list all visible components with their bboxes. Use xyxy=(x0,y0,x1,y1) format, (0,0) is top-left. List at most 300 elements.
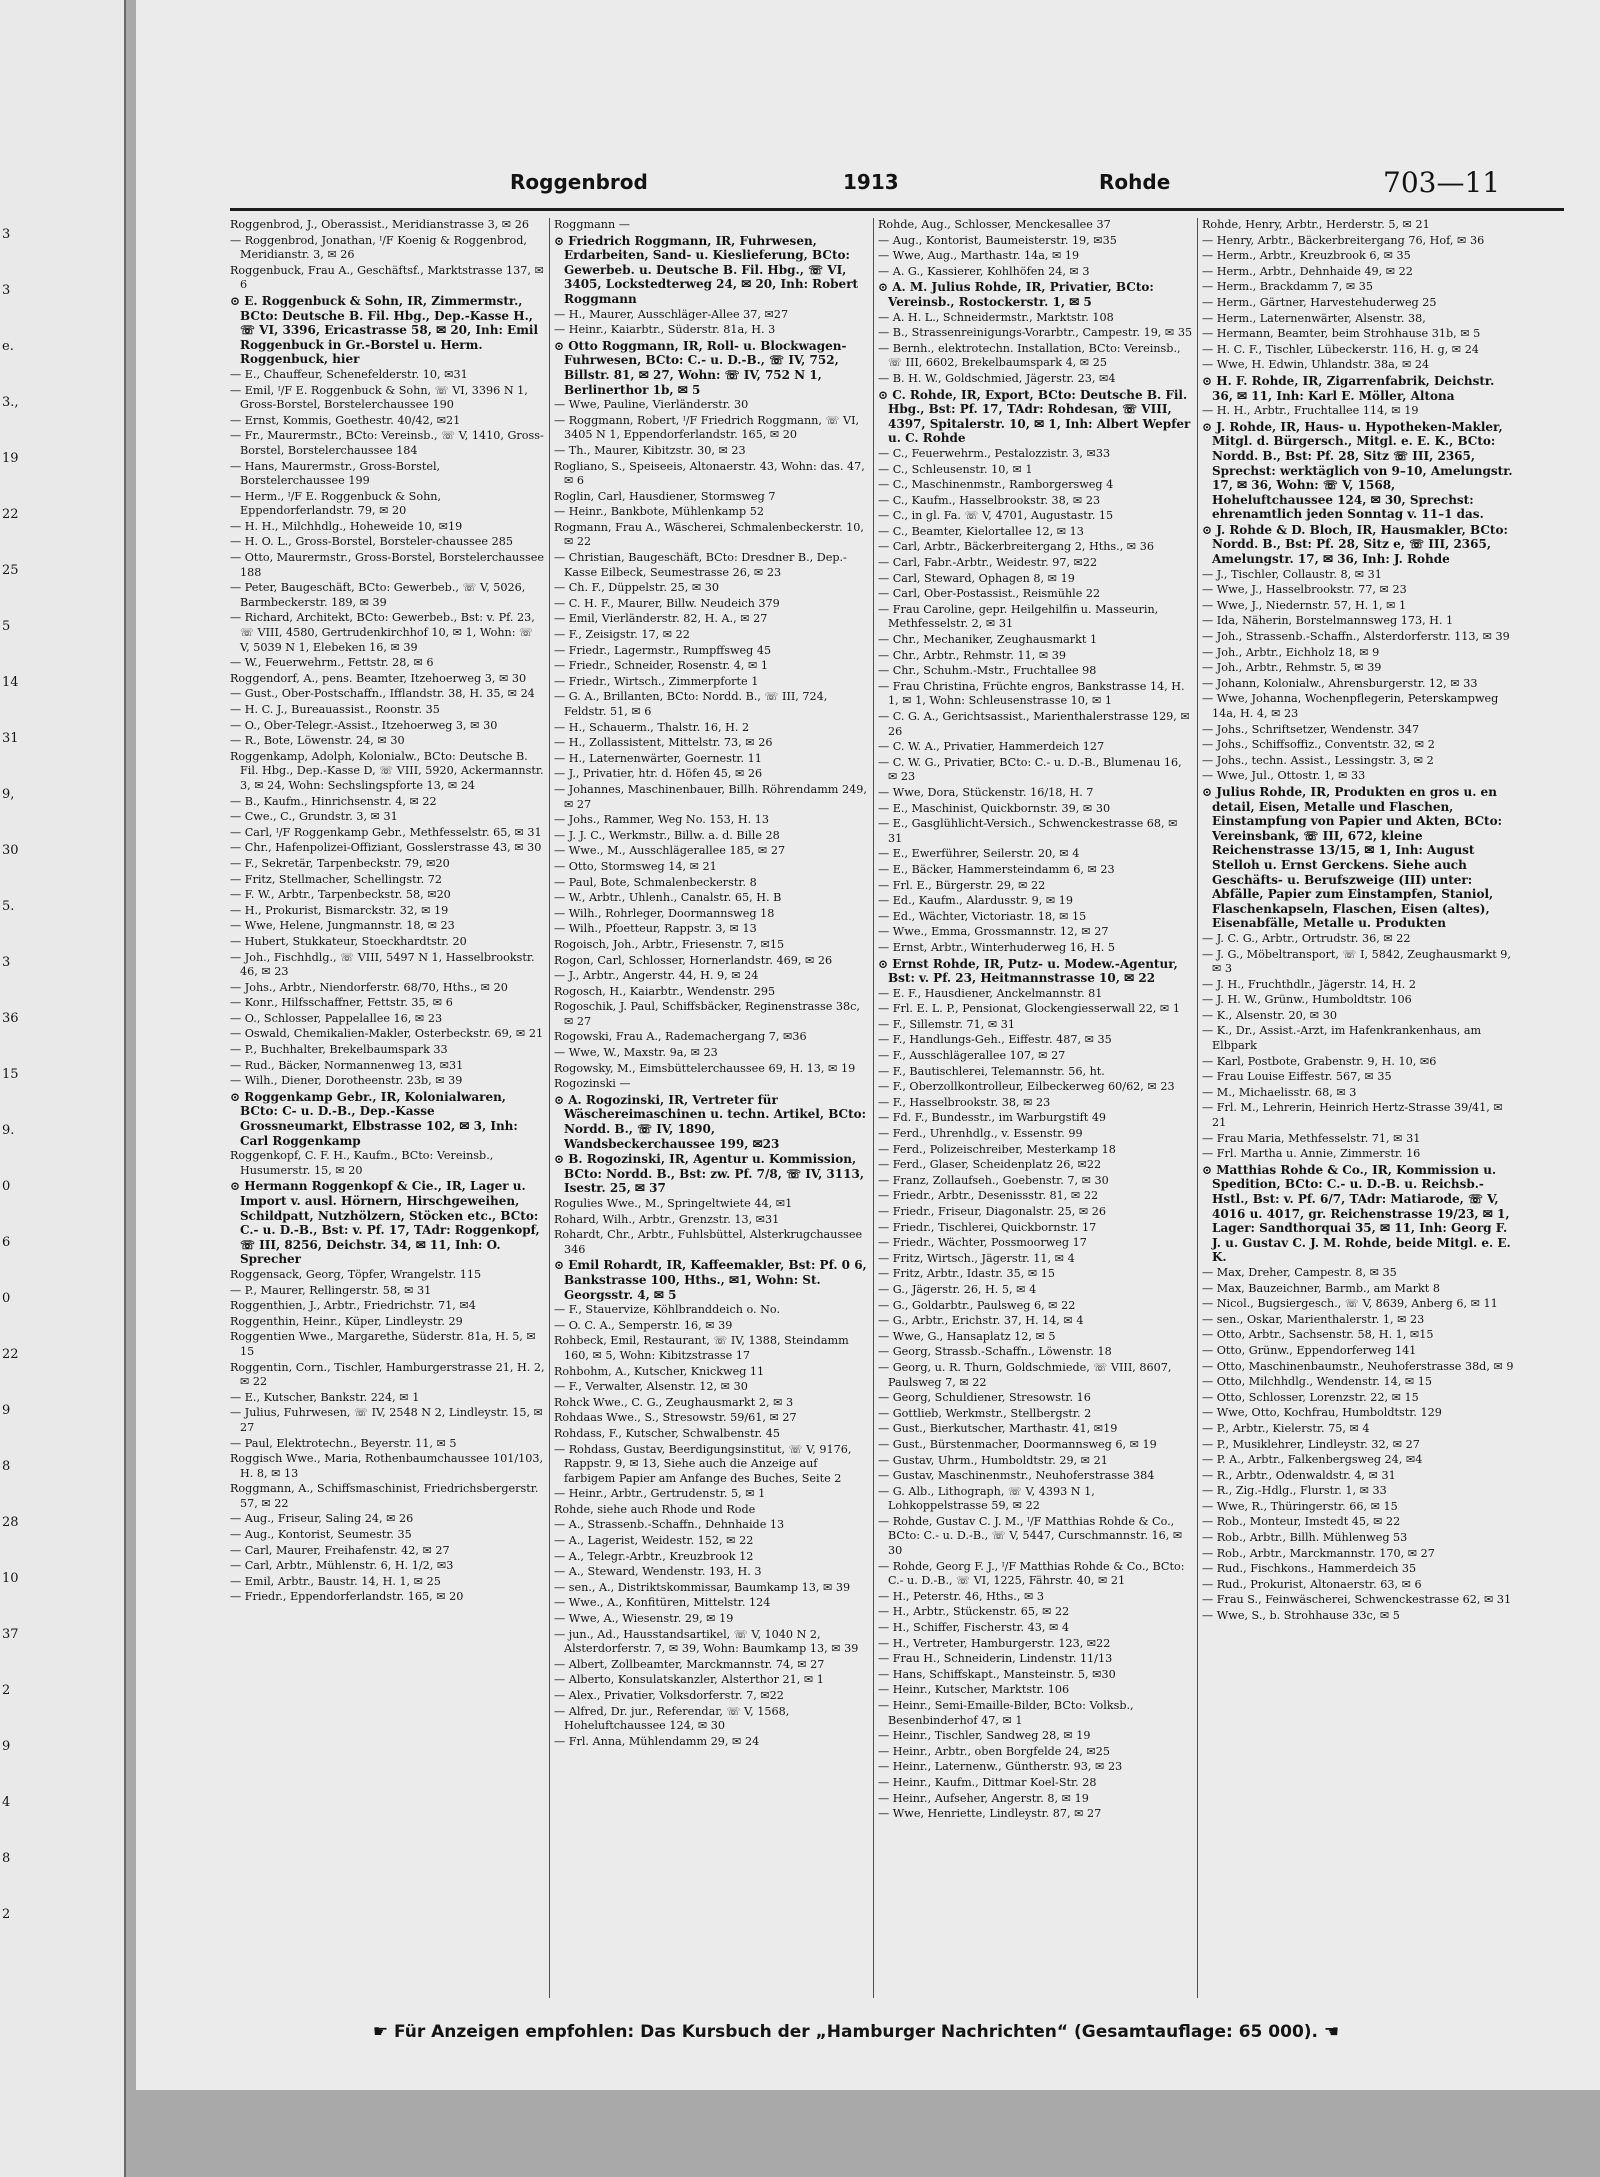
directory-entry: — Otto, Schlosser, Lorenzstr. 22, ✉ 15 xyxy=(1202,1390,1419,1404)
margin-fragment: 3 xyxy=(2,283,11,298)
directory-entry: ⊙ A. M. Julius Rohde, IR, Privatier, BCto: Vereinsb., Rostockerstr. 1, ✉ 5 xyxy=(878,280,1154,309)
directory-entry: Rohardt, Chr., Arbtr., Fuhlsbüttel, Alsterkrugchaussee 346 xyxy=(554,1228,863,1256)
directory-entry: Roggenthin, Heinr., Küper, Lindleystr. 29 xyxy=(230,1314,463,1328)
directory-entry: — C. H. F., Maurer, Billw. Neudeich 379 xyxy=(554,596,780,610)
directory-entry: — B., Strassenreinigungs-Vorarbtr., Campestr. 19, ✉ 35 xyxy=(878,326,1193,340)
directory-entry: — Henry, Arbtr., Bäckerbreitergang 76, Hof, ✉ 36 xyxy=(1202,233,1485,247)
directory-entry: — Wwe., A., Konfitüren, Mittelstr. 124 xyxy=(554,1596,771,1610)
directory-entry: — A., Steward, Wendenstr. 193, H. 3 xyxy=(554,1565,762,1579)
directory-entry: Rogoisch, Joh., Arbtr., Friesenstr. 7, ✉15 xyxy=(554,937,785,951)
directory-entry: — H., Schauerm., Thalstr. 16, H. 2 xyxy=(554,720,750,734)
directory-entry: Roggenbrod, J., Oberassist., Meridianstrasse 3, ✉ 26 xyxy=(230,218,529,231)
directory-entry: — J., Privatier, htr. d. Höfen 45, ✉ 26 xyxy=(554,767,763,781)
directory-entry: — sen., Oskar, Marienthalerstr. 1, ✉ 23 xyxy=(1202,1312,1425,1326)
directory-entry: — C. G. A., Gerichtsassist., Marienthalerstrasse 129, ✉ 26 xyxy=(878,710,1190,738)
directory-entry: — Max, Dreher, Campestr. 8, ✉ 35 xyxy=(1202,1265,1397,1279)
column-4 xyxy=(1202,218,1518,1998)
directory-entry: — Paul, Bote, Schmalenbeckerstr. 8 xyxy=(554,875,757,889)
directory-entry: — Fritz, Arbtr., Idastr. 35, ✉ 15 xyxy=(878,1267,1056,1281)
column-2 xyxy=(554,218,870,1998)
scan-margin xyxy=(136,2090,1600,2177)
directory-entry: — Herm., ᴵ/F E. Roggenbuck & Sohn, Eppendorferlandstr. 79, ✉ 20 xyxy=(230,489,442,518)
margin-fragment: 3., xyxy=(2,395,19,410)
directory-entry: — Bernh., elektrotechn. Installation, BCto: Vereinsb., ☏ III, 6602, Brekelbaumspark 4, ✉ 25 xyxy=(878,341,1181,370)
directory-entry: Rogozinski — xyxy=(554,1077,631,1091)
directory-entry: — Wwe, G., Hansaplatz 12, ✉ 5 xyxy=(878,1329,1056,1343)
directory-entry: — Frl. Martha u. Annie, Zimmerstr. 16 xyxy=(1202,1147,1421,1161)
directory-entry: — Otto, Maurermstr., Gross-Borstel, Borstelerchaussee 188 xyxy=(230,551,544,579)
directory-entry: — Hubert, Stukkateur, Stoeckhardtstr. 20 xyxy=(230,934,467,948)
directory-entry: — A., Strassenb.-Schaffn., Dehnhaide 13 xyxy=(554,1518,785,1532)
directory-entry: — Georg, Strassb.-Schaffn., Löwenstr. 18 xyxy=(878,1345,1112,1359)
directory-entry: — Rohdass, Gustav, Beerdigungsinstitut, ☏ V, 9176, Rappstr. 9, ✉ 13, Siehe auch die Anzeige auf farbigem Papier am Anfange des Buches, Seite 2 xyxy=(554,1442,852,1485)
directory-entry: — H., Maurer, Ausschläger-Allee 37, ✉27 xyxy=(554,307,789,321)
directory-entry: — Christian, Baugeschäft, BCto: Dresdner B., Dep.-Kasse Eilbeck, Seumestrasse 26, ✉ 23 xyxy=(554,551,847,579)
directory-entry: ⊙ Otto Roggmann, IR, Roll- u. Blockwagen-Fuhrwesen, BCto: C.- u. D.-B., ☏ IV, 752, Billstr. 81, ✉ 27, Wohn: ☏ IV, 752 N 1, Berlinerthor 1b, ✉ 5 xyxy=(554,338,847,397)
directory-entry: Roggmann, A., Schiffsmaschinist, Friedrichsbergerstr. 57, ✉ 22 xyxy=(230,1482,539,1510)
margin-fragment: 36 xyxy=(2,1011,19,1026)
directory-entry: — Heinr., Bankbote, Mühlenkamp 52 xyxy=(554,505,764,519)
directory-entry: — Wwe, Dora, Stückenstr. 16/18, H. 7 xyxy=(878,785,1094,799)
directory-entry: — Gust., Bierkutscher, Marthastr. 41, ✉19 xyxy=(878,1422,1118,1436)
directory-entry: — Carl, Fabr.-Arbtr., Weidestr. 97, ✉22 xyxy=(878,556,1098,570)
directory-entry: — P., Buchhalter, Brekelbaumspark 33 xyxy=(230,1043,448,1057)
margin-fragment: 22 xyxy=(2,507,19,522)
directory-entry: — Ed., Kaufm., Alardusstr. 9, ✉ 19 xyxy=(878,894,1074,908)
directory-entry: — Heinr., Arbtr., Gertrudenstr. 5, ✉ 1 xyxy=(554,1487,766,1501)
directory-entry: Rohard, Wilh., Arbtr., Grenzstr. 13, ✉31 xyxy=(554,1212,780,1226)
directory-entry: — A. G., Kassierer, Kohlhöfen 24, ✉ 3 xyxy=(878,264,1090,278)
directory-entry: — Johannes, Maschinenbauer, Billh. Röhrendamm 249, ✉ 27 xyxy=(554,782,867,811)
directory-entry: — Fd. F., Bundesstr., im Warburgstift 49 xyxy=(878,1111,1107,1125)
directory-entry: — Friedr., Tischlerei, Quickbornstr. 17 xyxy=(878,1220,1097,1234)
directory-entry: — Wwe., Emma, Grossmannstr. 12, ✉ 27 xyxy=(878,925,1109,939)
directory-entry: — Herm., Gärtner, Harvestehuderweg 25 xyxy=(1202,295,1437,309)
directory-entry: ⊙ A. Rogozinski, IR, Vertreter für Wäschereimaschinen u. techn. Artikel, BCto: Nordd. B., ☏ IV, 1890, Wandsbeckerchaussee 199, ✉23 xyxy=(554,1092,867,1151)
directory-entry: — H., Laternenwärter, Goernestr. 11 xyxy=(554,751,762,765)
directory-entry: — Wwe, R., Thüringerstr. 66, ✉ 15 xyxy=(1202,1499,1398,1513)
margin-fragment: 3 xyxy=(2,955,11,970)
directory-entry: — Friedr., Lagermstr., Rumpffsweg 45 xyxy=(554,643,772,657)
directory-entry: ⊙ H. F. Rohde, IR, Zigarrenfabrik, Deichstr. 36, ✉ 11, Inh: Karl E. Möller, Altona xyxy=(1202,373,1495,403)
margin-fragment: 30 xyxy=(2,843,19,858)
margin-fragment: 9, xyxy=(2,787,15,802)
directory-entry: — Rob., Arbtr., Billh. Mühlenweg 53 xyxy=(1202,1531,1408,1545)
directory-entry: — F., Ausschlägerallee 107, ✉ 27 xyxy=(878,1049,1066,1063)
directory-entry: ⊙ J. Rohde, IR, Haus- u. Hypotheken-Makler, Mitgl. d. Bürgersch., Mitgl. e. E. K., BCto: Nordd. B., Bst: Pf. 28, Sitz ☏ III, 2365, Sprechst: werktäglich von 9–10, Amelungstr. 17, ✉ 36, Wohn: ☏ V, 1568, Hoheluftchaussee 124, ✉ 30, Sprechst: ehrenamtlich jeden Sonntag v. 11–1 das. xyxy=(1202,419,1513,522)
directory-entry: — H., Prokurist, Bismarckstr. 32, ✉ 19 xyxy=(230,903,449,917)
directory-entry: — Max, Bauzeichner, Barmb., am Markt 8 xyxy=(1202,1281,1440,1295)
margin-fragment: 5. xyxy=(2,899,15,914)
directory-entry: — C., Beamter, Kielortallee 12, ✉ 13 xyxy=(878,524,1084,538)
directory-entry: Roggensack, Georg, Töpfer, Wrangelstr. 115 xyxy=(230,1267,482,1281)
directory-entry: — Otto, Arbtr., Sachsenstr. 58, H. 1, ✉15 xyxy=(1202,1328,1434,1342)
directory-entry: — Carl, Steward, Ophagen 8, ✉ 19 xyxy=(878,571,1075,585)
directory-entry: — B., Kaufm., Hinrichsenstr. 4, ✉ 22 xyxy=(230,794,437,808)
directory-entry: Rogmann, Frau A., Wäscherei, Schmalenbeckerstr. 10, ✉ 22 xyxy=(554,520,864,549)
directory-entry: — E., Ewerführer, Seilerstr. 20, ✉ 4 xyxy=(878,847,1080,861)
directory-entry: — F., Bautischlerei, Telemannstr. 56, ht. xyxy=(878,1064,1105,1078)
directory-entry: — Heinr., Kutscher, Marktstr. 106 xyxy=(878,1683,1070,1697)
directory-entry: — H. O. L., Gross-Borstel, Borsteler-chaussee 285 xyxy=(230,535,513,549)
margin-fragment: 0 xyxy=(2,1179,11,1194)
directory-entry: — Frau H., Schneiderin, Lindenstr. 11/13 xyxy=(878,1652,1113,1666)
directory-entry: — Carl, Arbtr., Bäckerbreitergang 2, Hths., ✉ 36 xyxy=(878,540,1154,554)
directory-entry: ⊙ Hermann Roggenkopf & Cie., IR, Lager u. Import v. ausl. Hörnern, Hirschgeweihen, Schildpatt, Nutzhölzern, Stöcken etc., BCto: C.- u. D.-B., Bst: v. Pf. 17, TAdr: Roggenkopf, ☏ III, 8256, Deichstr. 34, ✉ 11, Inh: O. Sprecher xyxy=(230,1179,540,1267)
directory-entry: — Rohde, Gustav C. J. M., ᴵ/F Matthias Rohde & Co., BCto: C.- u. D.-B., ☏ V, 5447, Curschmannstr. 16, ✉ 30 xyxy=(878,1514,1183,1558)
directory-entry: — Heinr., Laternenw., Güntherstr. 93, ✉ 23 xyxy=(878,1760,1123,1774)
directory-entry: — Frau Christina, Früchte engros, Bankstrasse 14, H. 1, ✉ 1, Wohn: Schleusenstrasse 10, ✉ 1 xyxy=(878,679,1185,708)
directory-entry: — Friedr., Arbtr., Desenissstr. 81, ✉ 22 xyxy=(878,1189,1099,1203)
directory-entry: — G., Jägerstr. 26, H. 5, ✉ 4 xyxy=(878,1282,1037,1296)
directory-entry: — Frl. M., Lehrerin, Heinrich Hertz-Strasse 39/41, ✉ 21 xyxy=(1202,1101,1503,1130)
margin-fragment: e. xyxy=(2,339,14,354)
directory-entry: — C., Kaufm., Hasselbrookstr. 38, ✉ 23 xyxy=(878,493,1101,507)
directory-entry: — J. G., Möbeltransport, ☏ I, 5842, Zeughausmarkt 9, ✉ 3 xyxy=(1202,947,1511,976)
directory-entry: — Paul, Elektrotechn., Beyerstr. 11, ✉ 5 xyxy=(230,1436,457,1450)
directory-entry: — C., in gl. Fa. ☏ V, 4701, Augustastr. 15 xyxy=(878,509,1114,523)
directory-entry: — Wwe, A., Wiesenstr. 29, ✉ 19 xyxy=(554,1612,734,1626)
directory-entry: Rohdaas Wwe., S., Stresowstr. 59/61, ✉ 27 xyxy=(554,1411,797,1425)
directory-entry: — G. Alb., Lithograph, ☏ V, 4393 N 1, Lohkoppelstrasse 59, ✉ 22 xyxy=(878,1484,1095,1513)
directory-entry: — Wwe, Aug., Marthastr. 14a, ✉ 19 xyxy=(878,249,1080,263)
directory-entry: — Rud., Bäcker, Normannenweg 13, ✉31 xyxy=(230,1058,464,1072)
directory-entry: ⊙ J. Rohde & D. Bloch, IR, Hausmakler, BCto: Nordd. B., Bst: Pf. 28, Sitz e, ☏ III, 2365, Amelungstr. 17, ✉ 36, Inh: J. Rohde xyxy=(1202,522,1508,567)
directory-entry: — E., Maschinist, Quickbornstr. 39, ✉ 30 xyxy=(878,801,1111,815)
margin-fragment: 19 xyxy=(2,451,19,466)
directory-entry: — Wwe., M., Ausschlägerallee 185, ✉ 27 xyxy=(554,844,786,858)
column-1 xyxy=(230,218,546,1998)
directory-entry: — F., Verwalter, Alsenstr. 12, ✉ 30 xyxy=(554,1380,748,1394)
directory-entry: Rogon, Carl, Schlosser, Hornerlandstr. 469, ✉ 26 xyxy=(554,953,833,967)
page-number: 703—11 xyxy=(1383,166,1501,199)
directory-entry: — Peter, Baugeschäft, BCto: Gewerbeb., ☏ V, 5026, Barmbeckerstr. 189, ✉ 39 xyxy=(230,581,526,609)
directory-entry: — Wilh., Diener, Dorotheenstr. 23b, ✉ 39 xyxy=(230,1074,463,1088)
directory-entry: — B. H. W., Goldschmied, Jägerstr. 23, ✉4 xyxy=(878,371,1116,385)
directory-entry: — C., Feuerwehrm., Pestalozzistr. 3, ✉33 xyxy=(878,446,1111,460)
directory-entry: — Johs., Arbtr., Niendorferstr. 68/70, Hths., ✉ 20 xyxy=(230,980,508,994)
directory-entry: — Joh., Arbtr., Eichholz 18, ✉ 9 xyxy=(1202,645,1380,659)
directory-entry: — Carl, Ober-Postassist., Reismühle 22 xyxy=(878,587,1101,601)
directory-entry: — H., Schiffer, Fischerstr. 43, ✉ 4 xyxy=(878,1621,1070,1635)
directory-entry: — Richard, Architekt, BCto: Gewerbeb., Bst: v. Pf. 23, ☏ VIII, 4580, Gertrudenkirchhof 10, ✉ 1, Wohn: ☏ V, 5039 N 1, Elebeken 16, ✉ 39 xyxy=(230,611,535,654)
margin-fragment: 6 xyxy=(2,1235,11,1250)
directory-entry: — Chr., Hafenpolizei-Offiziant, Gosslerstrasse 43, ✉ 30 xyxy=(230,841,542,855)
directory-entry: — F., Sillemstr. 71, ✉ 31 xyxy=(878,1017,1016,1031)
header-left-word: Roggenbrod xyxy=(510,170,648,194)
directory-entry: — Ernst, Arbtr., Winterhuderweg 16, H. 5 xyxy=(878,940,1116,954)
directory-entry: — E., Gasglühlicht-Versich., Schwenckestrasse 68, ✉ 31 xyxy=(878,817,1178,845)
directory-entry: ⊙ Roggenkamp Gebr., IR, Kolonialwaren, BCto: C- u. D.-B., Dep.-Kasse Grossneumarkt, Elbstrasse 102, ✉ 3, Inh: Carl Roggenkamp xyxy=(230,1089,518,1148)
directory-entry: — H., Peterstr. 46, Hths., ✉ 3 xyxy=(878,1589,1045,1603)
directory-entry: — M., Michaelisstr. 68, ✉ 3 xyxy=(1202,1085,1357,1099)
margin-fragment: 37 xyxy=(2,1627,19,1642)
directory-entry: — Karl, Postbote, Grabenstr. 9, H. 10, ✉6 xyxy=(1202,1054,1437,1068)
directory-entry: — Gust., Ober-Postschaffn., Ifflandstr. 38, H. 35, ✉ 24 xyxy=(230,687,535,701)
header-rule xyxy=(230,208,1564,211)
directory-entry: — Georg, Schuldiener, Stresowstr. 16 xyxy=(878,1391,1091,1405)
directory-entry: — Wwe, S., b. Strohhause 33c, ✉ 5 xyxy=(1202,1609,1400,1623)
directory-entry: — Wwe, J., Niedernstr. 57, H. 1, ✉ 1 xyxy=(1202,598,1407,612)
margin-fragment: 15 xyxy=(2,1067,19,1082)
directory-entry: — F., Zeisigstr. 17, ✉ 22 xyxy=(554,628,690,642)
directory-entry: — J., Arbtr., Angerstr. 44, H. 9, ✉ 24 xyxy=(554,969,759,983)
directory-entry: ⊙ Ernst Rohde, IR, Putz- u. Modew.-Agentur, Bst: v. Pf. 23, Heitmannstrasse 10, ✉ 22 xyxy=(878,956,1178,986)
directory-entry: — C. W. G., Privatier, BCto: C.- u. D.-B., Blumenau 16, ✉ 23 xyxy=(878,755,1182,784)
directory-entry: Roggenthien, J., Arbtr., Friedrichstr. 71, ✉4 xyxy=(230,1299,476,1313)
directory-entry: — Heinr., Kaiarbtr., Süderstr. 81a, H. 3 xyxy=(554,323,776,337)
directory-entry: — Otto, Maschinenbaumstr., Neuhoferstrasse 38d, ✉ 9 xyxy=(1202,1359,1514,1373)
directory-entry: — F., Stauervize, Köhlbranddeich o. No. xyxy=(554,1303,781,1317)
directory-entry: — Emil, Arbtr., Baustr. 14, H. 1, ✉ 25 xyxy=(230,1574,441,1588)
directory-entry: — H., Arbtr., Stückenstr. 65, ✉ 22 xyxy=(878,1605,1070,1619)
directory-entry: Roggendorf, A., pens. Beamter, Itzehoerweg 3, ✉ 30 xyxy=(230,671,527,685)
directory-entry: Roggentin, Corn., Tischler, Hamburgerstrasse 21, H. 2, ✉ 22 xyxy=(230,1360,545,1389)
directory-entry: Roggenbuck, Frau A., Geschäftsf., Marktstrasse 137, ✉ 6 xyxy=(230,263,544,292)
directory-entry: — H., Vertreter, Hamburgerstr. 123, ✉22 xyxy=(878,1636,1111,1650)
directory-entry: — J., Tischler, Collaustr. 8, ✉ 31 xyxy=(1202,567,1382,581)
directory-entry: — F., Sekretär, Tarpenbeckstr. 79, ✉20 xyxy=(230,856,450,870)
directory-entry: — Heinr., Tischler, Sandweg 28, ✉ 19 xyxy=(878,1729,1091,1743)
directory-entry: — Carl, Maurer, Freihafenstr. 42, ✉ 27 xyxy=(230,1543,450,1557)
directory-entry: — Wwe, Henriette, Lindleystr. 87, ✉ 27 xyxy=(878,1807,1102,1821)
margin-fragment: 3 xyxy=(2,227,11,242)
directory-entry: — Joh., Strassenb.-Schaffn., Alsterdorferstr. 113, ✉ 39 xyxy=(1202,630,1510,644)
directory-entry: — Ferd., Polizeischreiber, Mesterkamp 18 xyxy=(878,1142,1116,1156)
page-header xyxy=(136,166,1576,206)
directory-entry: — Wwe, W., Maxstr. 9a, ✉ 23 xyxy=(554,1046,718,1060)
column-3 xyxy=(878,218,1194,1998)
directory-entry: ⊙ Julius Rohde, IR, Produkten en gros u. en detail, Eisen, Metalle und Flaschen, Einstampfung von Papier und Akten, BCto: Vereinsbank, ☏ III, 672, kleine Reichenstrasse 13/15, ✉ 1, Inh: August Stelloh u. Ernst Gerckens. Siehe auch Geschäfts- u. Berufszweige (III) unter: Abfälle, Papier zum Einstampfen, Staniol, Flaschenkapseln, Flaschen, Eisen (altes), Eisenabfälle, Metalle u. Produkten xyxy=(1202,784,1503,931)
directory-entry: — Otto, Grünw., Eppendorferweg 141 xyxy=(1202,1343,1417,1357)
directory-entry: — Wwe, Jul., Ottostr. 1, ✉ 33 xyxy=(1202,769,1366,783)
previous-page-edge xyxy=(0,0,126,2177)
directory-entry: — Gustav, Maschinenmstr., Neuhoferstrasse 384 xyxy=(878,1469,1155,1483)
directory-entry: — Frl. E., Bürgerstr. 29, ✉ 22 xyxy=(878,878,1046,892)
directory-entry: — Cwe., C., Grundstr. 3, ✉ 31 xyxy=(230,810,398,824)
directory-entry: — Wilh., Pfoetteur, Rappstr. 3, ✉ 13 xyxy=(554,922,757,936)
directory-entry: — Nicol., Bugsiergesch., ☏ V, 8639, Anberg 6, ✉ 11 xyxy=(1202,1297,1498,1311)
directory-entry: — J. C. G., Arbtr., Ortrudstr. 36, ✉ 22 xyxy=(1202,931,1411,945)
directory-entry: — Th., Maurer, Kibitzstr. 30, ✉ 23 xyxy=(554,443,746,457)
directory-entry: — Heinr., Semi-Emaille-Bilder, BCto: Volksb., Besenbinderhof 47, ✉ 1 xyxy=(878,1699,1134,1727)
directory-entry: — R., Arbtr., Odenwaldstr. 4, ✉ 31 xyxy=(1202,1468,1396,1482)
directory-entry: — C., Maschinenmstr., Ramborgersweg 4 xyxy=(878,478,1114,492)
margin-fragment: 31 xyxy=(2,731,19,746)
directory-entry: Rohbeck, Emil, Restaurant, ☏ IV, 1388, Steindamm 160, ✉ 5, Wohn: Kibitzstrasse 17 xyxy=(554,1334,849,1362)
directory-entry: — W., Arbtr., Uhlenh., Canalstr. 65, H. B xyxy=(554,891,782,905)
directory-entry: — Friedr., Schneider, Rosenstr. 4, ✉ 1 xyxy=(554,659,769,673)
directory-entry: — W., Feuerwehrm., Fettstr. 28, ✉ 6 xyxy=(230,656,434,670)
directory-entry: — Johs., Schriftsetzer, Wendenstr. 347 xyxy=(1202,722,1420,736)
directory-entry: — Otto, Milchhdlg., Wendenstr. 14, ✉ 15 xyxy=(1202,1375,1432,1389)
directory-entry: — Aug., Friseur, Saling 24, ✉ 26 xyxy=(230,1512,414,1526)
directory-entry: — Johs., Schiffsoffiz., Conventstr. 32, ✉ 2 xyxy=(1202,738,1435,752)
directory-entry: — Ed., Wächter, Victoriastr. 18, ✉ 15 xyxy=(878,909,1087,923)
directory-entry: Roglin, Carl, Hausdiener, Stormsweg 7 xyxy=(554,489,776,503)
directory-entry: — sen., A., Distriktskommissar, Baumkamp 13, ✉ 39 xyxy=(554,1580,851,1594)
margin-fragment: 10 xyxy=(2,1571,19,1586)
directory-entry: — Fr., Maurermstr., BCto: Vereinsb., ☏ V, 1410, Gross-Borstel, Borstelerchaussee 184 xyxy=(230,429,544,457)
directory-entry: — Rud., Prokurist, Altonaerstr. 63, ✉ 6 xyxy=(1202,1577,1422,1591)
directory-entry: — Herm., Brackdamm 7, ✉ 35 xyxy=(1202,280,1374,294)
directory-entry: — Rob., Arbtr., Marckmannstr. 170, ✉ 27 xyxy=(1202,1546,1435,1560)
directory-entry: Rohde, siehe auch Rhode und Rode xyxy=(554,1502,756,1516)
directory-entry: — O., Schlosser, Pappelallee 16, ✉ 23 xyxy=(230,1011,443,1025)
directory-entry: — Rud., Fischkons., Hammerdeich 35 xyxy=(1202,1562,1417,1576)
directory-entry: Rohbohm, A., Kutscher, Knickweg 11 xyxy=(554,1364,765,1378)
directory-entry: — F., Handlungs-Geh., Eiffestr. 487, ✉ 35 xyxy=(878,1033,1112,1047)
directory-entry: — Georg, u. R. Thurn, Goldschmiede, ☏ VIII, 8607, Paulsweg 7, ✉ 22 xyxy=(878,1360,1172,1389)
directory-entry: Roggmann — xyxy=(554,218,630,231)
directory-entry: — E., Bäcker, Hammersteindamm 6, ✉ 23 xyxy=(878,862,1115,876)
directory-entry: — J. H. W., Grünw., Humboldtstr. 106 xyxy=(1202,993,1412,1007)
directory-entry: — Frl. Anna, Mühlendamm 29, ✉ 24 xyxy=(554,1734,760,1748)
directory-entry: — Herm., Arbtr., Dehnhaide 49, ✉ 22 xyxy=(1202,264,1413,278)
directory-entry: — Carl, ᴵ/F Roggenkamp Gebr., Methfesselstr. 65, ✉ 31 xyxy=(230,825,542,839)
directory-entry: — A., Telegr.-Arbtr., Kreuzbrook 12 xyxy=(554,1549,754,1563)
directory-entry: — K., Alsenstr. 20, ✉ 30 xyxy=(1202,1008,1337,1022)
directory-entry: — Johs., Rammer, Weg No. 153, H. 13 xyxy=(554,813,769,827)
directory-entry: — Alfred, Dr. jur., Referendar, ☏ V, 1568, Hoheluftchaussee 124, ✉ 30 xyxy=(554,1704,790,1733)
directory-entry: — H. H., Milchhdlg., Hoheweide 10, ✉19 xyxy=(230,519,463,533)
directory-entry: — R., Bote, Löwenstr. 24, ✉ 30 xyxy=(230,734,405,748)
directory-entry: — Chr., Mechaniker, Zeughausmarkt 1 xyxy=(878,633,1098,647)
directory-entry: — Frau Caroline, gepr. Heilgehilfin u. Masseurin, Methfesselstr. 2, ✉ 31 xyxy=(878,602,1159,631)
directory-entry: — Wwe, Otto, Kochfrau, Humboldtstr. 129 xyxy=(1202,1406,1442,1420)
directory-entry: — P. A., Arbtr., Falkenbergsweg 24, ✉4 xyxy=(1202,1453,1423,1467)
directory-entry: — E., Chauffeur, Schenefelderstr. 10, ✉31 xyxy=(230,367,468,381)
directory-entry: — Wilh., Rohrleger, Doormannsweg 18 xyxy=(554,906,775,920)
directory-entry: — Wwe, Pauline, Vierländerstr. 30 xyxy=(554,398,749,412)
margin-fragment: 8 xyxy=(2,1459,11,1474)
directory-entry: — K., Dr., Assist.-Arzt, im Hafenkrankenhaus, am Elbpark xyxy=(1202,1024,1482,1053)
directory-entry: — Gust., Bürstenmacher, Doormannsweg 6, ✉ 19 xyxy=(878,1437,1157,1451)
directory-entry: — H. H., Arbtr., Fruchtallee 114, ✉ 19 xyxy=(1202,404,1419,418)
directory-entry: — Ch. F., Düppelstr. 25, ✉ 30 xyxy=(554,581,719,595)
directory-entry: Rogoschik, J. Paul, Schiffsbäcker, Reginenstrasse 38c, ✉ 27 xyxy=(554,1000,860,1028)
column-divider xyxy=(1197,218,1198,1998)
directory-entry: — Heinr., Aufseher, Angerstr. 8, ✉ 19 xyxy=(878,1791,1089,1805)
directory-entry: — G., Goldarbtr., Paulsweg 6, ✉ 22 xyxy=(878,1298,1076,1312)
directory-entry: — Roggenbrod, Jonathan, ᴵ/F Koenig & Roggenbrod, Meridianstr. 3, ✉ 26 xyxy=(230,233,527,262)
directory-entry: Rohdass, F., Kutscher, Schwalbenstr. 45 xyxy=(554,1426,781,1440)
directory-entry: — Joh., Fischhdlg., ☏ VIII, 5497 N 1, Hasselbrookstr. 46, ✉ 23 xyxy=(230,950,535,979)
directory-entry: — Heinr., Kaufm., Dittmar Koel-Str. 28 xyxy=(878,1775,1097,1789)
directory-entry: — Konr., Hilfsschaffner, Fettstr. 35, ✉ 6 xyxy=(230,996,453,1010)
directory-entry: ⊙ B. Rogozinski, IR, Agentur u. Kommission, BCto: Nordd. B., Bst: zw. Pf. 7/8, ☏ IV, 3113, Isestr. 25, ✉ 37 xyxy=(554,1152,865,1196)
directory-entry: — Herm., Laternenwärter, Alsenstr. 38, xyxy=(1202,311,1426,325)
directory-entry: — O., Ober-Telegr.-Assist., Itzehoerweg 3, ✉ 30 xyxy=(230,718,498,732)
directory-entry: — Otto, Stormsweg 14, ✉ 21 xyxy=(554,859,717,873)
directory-entry: — Alberto, Konsulatskanzler, Alsterthor 21, ✉ 1 xyxy=(554,1673,824,1687)
directory-entry: — Fritz, Stellmacher, Schellingstr. 72 xyxy=(230,872,443,886)
directory-entry: — Hermann, Beamter, beim Strohhause 31b, ✉ 5 xyxy=(1202,327,1481,341)
directory-entry: — Albert, Zollbeamter, Marckmannstr. 74, ✉ 27 xyxy=(554,1657,825,1671)
directory-entry: Roggisch Wwe., Maria, Rothenbaumchaussee 101/103, H. 8, ✉ 13 xyxy=(230,1452,544,1480)
directory-entry: — C., Schleusenstr. 10, ✉ 1 xyxy=(878,462,1033,476)
directory-entry: — Ferd., Uhrenhdlg., v. Essenstr. 99 xyxy=(878,1127,1083,1141)
directory-entry: ⊙ Matthias Rohde & Co., IR, Kommission u. Spedition, BCto: C.- u. D.-B. u. Reichsb.-Hstl., Bst: v. Pf. 6/7, TAdr: Matiarode, ☏ V, 4016 u. 4017, gr. Reichenstrasse 19/23, ✉ 1, Lager: Sandthorquai 35, ✉ 11, Inh: Georg F. J. u. Gustav C. J. M. Rohde, beide Mitgl. e. E. K. xyxy=(1202,1162,1511,1265)
directory-entry: — Ida, Näherin, Borstelmannsweg 173, H. 1 xyxy=(1202,614,1454,628)
directory-entry: — Friedr., Friseur, Diagonalstr. 25, ✉ 26 xyxy=(878,1205,1107,1218)
directory-entry: — P., Musiklehrer, Lindleystr. 32, ✉ 27 xyxy=(1202,1437,1420,1451)
margin-fragment: 22 xyxy=(2,1347,19,1362)
directory-entry: — Wwe, Johanna, Wochenpflegerin, Peterskampweg 14a, H. 4, ✉ 23 xyxy=(1202,692,1499,720)
directory-entry: — Franz, Zollaufseh., Goebenstr. 7, ✉ 30 xyxy=(878,1173,1109,1187)
directory-entry: — Joh., Arbtr., Rehmstr. 5, ✉ 39 xyxy=(1202,661,1382,675)
directory-entry: — Frl. E. L. P., Pensionat, Glockengiesserwall 22, ✉ 1 xyxy=(878,1002,1180,1016)
directory-entry: — Gottlieb, Werkmstr., Stellbergstr. 2 xyxy=(878,1406,1092,1420)
directory-entry: — R., Zig.-Hdlg., Flurstr. 1, ✉ 33 xyxy=(1202,1484,1387,1498)
directory-entry: — G., Arbtr., Erichstr. 37, H. 14, ✉ 4 xyxy=(878,1314,1084,1328)
directory-page xyxy=(136,0,1600,2177)
directory-entry: ⊙ Friedrich Roggmann, IR, Fuhrwesen, Erdarbeiten, Sand- u. Kieslieferung, BCto: Gewerbeb. u. Deutsche B. Fil. Hbg., ☏ VI, 3405, Lockstedterweg 24, ✉ 20, Inh: Robert Roggmann xyxy=(554,233,859,306)
directory-entry: — Ernst, Kommis, Goethestr. 40/42, ✉21 xyxy=(230,413,461,427)
directory-entry: — Fritz, Wirtsch., Jägerstr. 11, ✉ 4 xyxy=(878,1251,1075,1265)
directory-entry: Rogulies Wwe., M., Springeltwiete 44, ✉1 xyxy=(554,1197,793,1210)
directory-entry: — Frau S., Feinwäscherei, Schwenckestrasse 62, ✉ 31 xyxy=(1202,1593,1512,1607)
directory-entry: — Rohde, Georg F. J., ᴵ/F Matthias Rohde & Co., BCto: C.- u. D.-B., ☏ VI, 1225, Fährstr. 40, ✉ 21 xyxy=(878,1559,1185,1588)
directory-entry: — Hans, Maurermstr., Gross-Borstel, Borstelerchaussee 199 xyxy=(230,459,441,488)
directory-entry: — Friedr., Eppendorferlandstr. 165, ✉ 20 xyxy=(230,1590,464,1604)
directory-entry: — A. H. L., Schneidermstr., Marktstr. 108 xyxy=(878,310,1114,324)
directory-entry: — F., Hasselbrookstr. 38, ✉ 23 xyxy=(878,1095,1051,1109)
margin-fragment: 2 xyxy=(2,1907,11,1922)
directory-entry: — Hans, Schiffskapt., Mansteinstr. 5, ✉30 xyxy=(878,1667,1116,1681)
directory-entry: Roggenkamp, Adolph, Kolonialw., BCto: Deutsche B. Fil. Hbg., Dep.-Kasse D, ☏ VIII, 5920, Ackermannstr. 3, ✉ 24, Wohn: Sechslingspforte 13, ✉ 24 xyxy=(230,749,544,792)
directory-entry: Rogosch, H., Kaiarbtr., Wendenstr. 295 xyxy=(554,984,776,998)
directory-entry: — H., Zollassistent, Mittelstr. 73, ✉ 26 xyxy=(554,736,773,750)
directory-entry: — Emil, Vierländerstr. 82, H. A., ✉ 27 xyxy=(554,612,768,626)
margin-fragment: 25 xyxy=(2,563,19,578)
directory-entry: — Wwe, Helene, Jungmannstr. 18, ✉ 23 xyxy=(230,919,455,933)
directory-entry: — C. W. A., Privatier, Hammerdeich 127 xyxy=(878,740,1105,754)
margin-fragment: 5 xyxy=(2,619,11,634)
margin-fragment: 9 xyxy=(2,1739,11,1754)
directory-entry: — Ferd., Glaser, Scheidenplatz 26, ✉22 xyxy=(878,1158,1102,1172)
header-right-word: Rohde xyxy=(1099,170,1171,194)
directory-entry: ⊙ E. Roggenbuck & Sohn, IR, Zimmermstr., BCto: Deutsche B. Fil. Hbg., Dep.-Kasse H., ☏ VI, 3396, Ericastrasse 58, ✉ 20, Inh: Emil Roggenbuck in Gr.-Borstel u. Herm. Roggenbuck, hier xyxy=(230,293,539,367)
directory-entry: — Wwe, H. Edwin, Uhlandstr. 38a, ✉ 24 xyxy=(1202,358,1430,372)
directory-entry: — Wwe, J., Hasselbrookstr. 77, ✉ 23 xyxy=(1202,583,1407,597)
margin-fragment: 2 xyxy=(2,1683,11,1698)
directory-entry: — Julius, Fuhrwesen, ☏ IV, 2548 N 2, Lindleystr. 15, ✉ 27 xyxy=(230,1406,543,1434)
directory-entry: Roggenkopf, C. F. H., Kaufm., BCto: Vereinsb., Husumerstr. 15, ✉ 20 xyxy=(230,1149,494,1177)
directory-entry: — J. H., Fruchthdlr., Jägerstr. 14, H. 2 xyxy=(1202,977,1416,991)
margin-fragment: 4 xyxy=(2,1795,11,1810)
directory-entry: — F. W., Arbtr., Tarpenbeckstr. 58, ✉20 xyxy=(230,888,451,902)
directory-entry: — Friedr., Wächter, Possmoorweg 17 xyxy=(878,1236,1087,1250)
directory-entry: Rogowski, Frau A., Rademachergang 7, ✉36 xyxy=(554,1030,807,1044)
directory-entry: — Chr., Arbtr., Rehmstr. 11, ✉ 39 xyxy=(878,648,1067,662)
directory-entry: — Chr., Schuhm.-Mstr., Fruchtallee 98 xyxy=(878,664,1097,678)
directory-entry: — jun., Ad., Hausstandsartikel, ☏ V, 1040 N 2, Alsterdorferstr. 7, ✉ 39, Wohn: Baumkamp 13, ✉ 39 xyxy=(554,1627,859,1656)
margin-fragment: 14 xyxy=(2,675,19,690)
directory-entry: Rohck Wwe., C. G., Zeughausmarkt 2, ✉ 3 xyxy=(554,1395,794,1409)
column-divider xyxy=(549,218,550,1998)
directory-entry: — F., Oberzollkontrolleur, Eilbeckerweg 60/62, ✉ 23 xyxy=(878,1080,1175,1094)
directory-entry: Rogowsky, M., Eimsbüttelerchaussee 69, H. 13, ✉ 19 xyxy=(554,1061,856,1075)
directory-entry: — Heinr., Arbtr., oben Borgfelde 24, ✉25 xyxy=(878,1744,1110,1758)
margin-fragment: 0 xyxy=(2,1291,11,1306)
directory-entry: — Carl, Arbtr., Mühlenstr. 6, H. 1/2, ✉3 xyxy=(230,1559,454,1573)
directory-entry: — Roggmann, Robert, ᴵ/F Friedrich Roggmann, ☏ VI, 3405 N 1, Eppendorferlandstr. 165, ✉ 20 xyxy=(554,413,860,442)
directory-entry: ⊙ Emil Rohardt, IR, Kaffeemakler, Bst: Pf. 0 6, Bankstrasse 100, Hths., ✉1, Wohn: St. Georgsstr. 4, ✉ 5 xyxy=(554,1258,867,1302)
directory-entry: — Friedr., Wirtsch., Zimmerpforte 1 xyxy=(554,674,759,688)
directory-entry: — P., Arbtr., Kielerstr. 75, ✉ 4 xyxy=(1202,1421,1370,1435)
directory-entry: — Johs., techn. Assist., Lessingstr. 3, ✉ 2 xyxy=(1202,753,1434,767)
